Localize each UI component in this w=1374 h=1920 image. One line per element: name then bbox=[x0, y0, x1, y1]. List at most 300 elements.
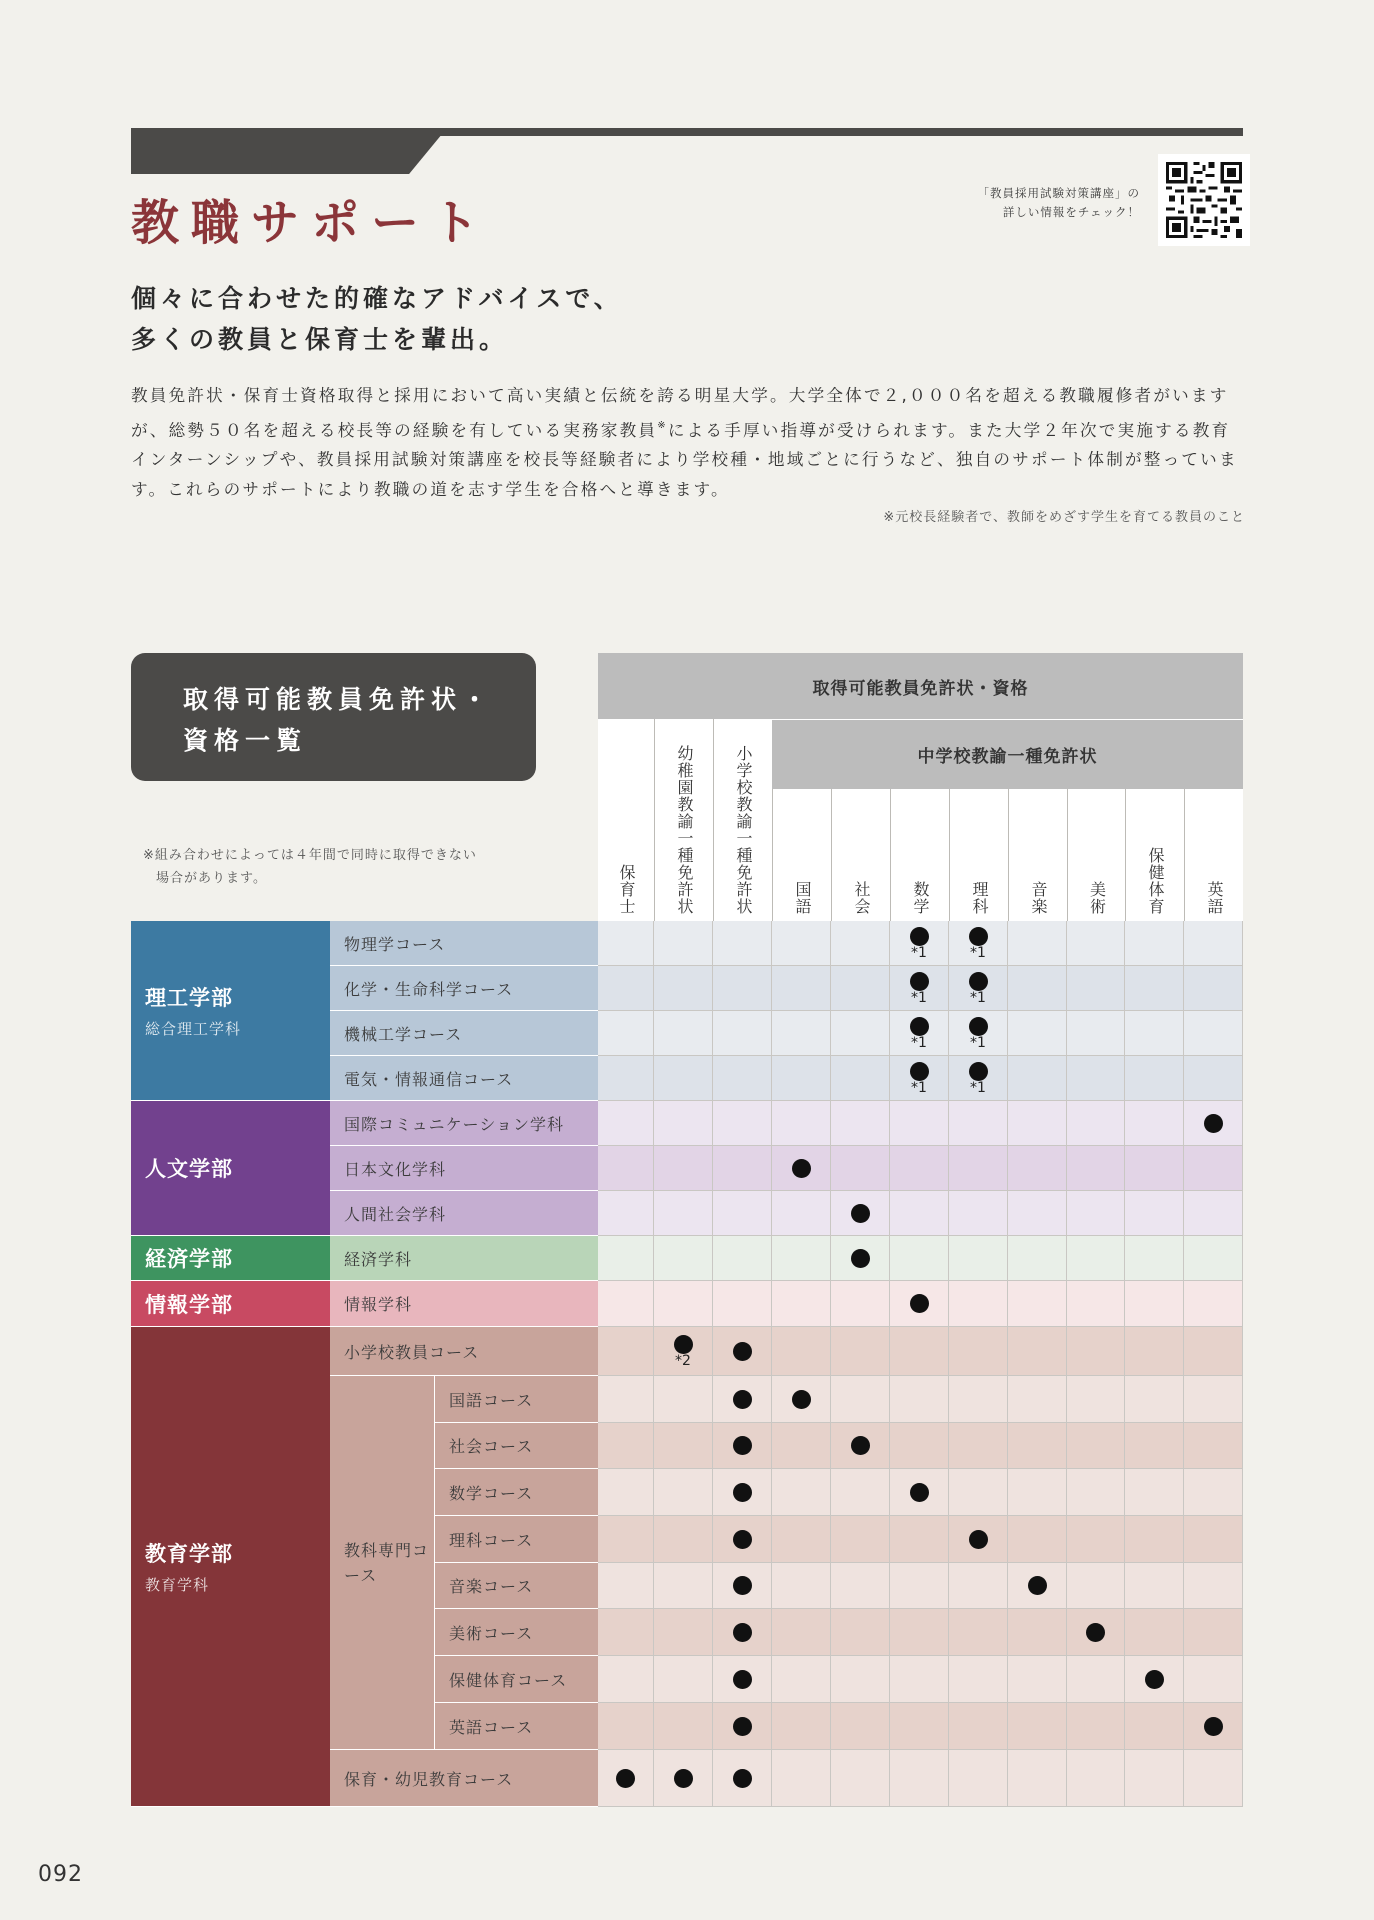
table-cell bbox=[1067, 1327, 1125, 1376]
table-cell bbox=[713, 1191, 772, 1236]
table-cell bbox=[654, 1469, 713, 1516]
table-cell bbox=[949, 1101, 1008, 1146]
course-cell: 経済学科 bbox=[330, 1236, 598, 1281]
department-cell bbox=[131, 921, 330, 1101]
check-dot-icon bbox=[674, 1769, 693, 1788]
table-cell bbox=[772, 1376, 831, 1423]
course-cell: 国語コース bbox=[435, 1376, 598, 1423]
column-header bbox=[598, 719, 654, 921]
table-cell bbox=[1184, 966, 1243, 1011]
table-cell bbox=[713, 1011, 772, 1056]
table-cell bbox=[831, 1656, 890, 1703]
table-cell bbox=[1008, 1011, 1067, 1056]
check-dot-icon bbox=[910, 972, 929, 991]
check-dot-icon bbox=[733, 1623, 752, 1642]
table-cell bbox=[772, 1469, 831, 1516]
table-cell bbox=[713, 921, 772, 966]
table-cell bbox=[713, 1563, 772, 1609]
column-header-label: 英語 bbox=[1205, 881, 1224, 915]
column-header-label: 音楽 bbox=[1029, 881, 1048, 915]
table-cell bbox=[598, 1011, 654, 1056]
subgroup-label: 教科専門コース bbox=[330, 1376, 435, 1750]
check-dot-icon bbox=[1204, 1114, 1223, 1133]
table-cell bbox=[890, 1609, 949, 1656]
mark-note: *1 bbox=[911, 1079, 927, 1096]
table-cell bbox=[890, 1281, 949, 1327]
combination-note bbox=[143, 844, 477, 890]
table-cell bbox=[772, 1656, 831, 1703]
check-dot-icon bbox=[1204, 1717, 1223, 1736]
table-cell bbox=[1067, 1563, 1125, 1609]
course-cell: 電気・情報通信コース bbox=[330, 1056, 598, 1101]
check-dot-icon bbox=[851, 1204, 870, 1223]
check-dot-icon bbox=[733, 1717, 752, 1736]
table-cell bbox=[1184, 1656, 1243, 1703]
table-cell bbox=[772, 1516, 831, 1563]
department-cell bbox=[131, 1281, 330, 1327]
table-cell bbox=[1008, 1703, 1067, 1750]
check-dot-icon bbox=[674, 1335, 693, 1354]
table-cell bbox=[1184, 1423, 1243, 1469]
table-cell bbox=[598, 1516, 654, 1563]
lead-text bbox=[131, 278, 623, 360]
table-cell bbox=[772, 1011, 831, 1056]
table-cell bbox=[1008, 1750, 1067, 1807]
check-dot-icon bbox=[1028, 1576, 1047, 1595]
list-title-line2: 資格一覧 bbox=[183, 726, 308, 755]
table-cell bbox=[1008, 921, 1067, 966]
list-title-box bbox=[131, 653, 536, 781]
combination-note-line1: ※組み合わせによっては４年間で同時に取得できない bbox=[143, 848, 477, 863]
table-cell bbox=[890, 1703, 949, 1750]
table-cell bbox=[654, 1516, 713, 1563]
mark-note: *1 bbox=[970, 944, 986, 961]
check-dot-icon bbox=[969, 1062, 988, 1081]
table-cell bbox=[598, 1469, 654, 1516]
table-cell bbox=[772, 1563, 831, 1609]
check-dot-icon bbox=[733, 1530, 752, 1549]
course-cell: 音楽コース bbox=[435, 1563, 598, 1609]
table-cell bbox=[890, 1423, 949, 1469]
body-text-b: による手厚い指導が受けられます。また大学２年次で実施する教育インターンシップや、教員採用試験対策講座を校長等経験者により学校種・地域ごとに行うなど、独自のサポート体制が整っています。これらのサポートにより教職の道を志す学生を合格へと導きます。 bbox=[131, 420, 1238, 499]
table-cell bbox=[1125, 1656, 1184, 1703]
column-header-label: 数学 bbox=[911, 881, 930, 915]
table-cell bbox=[1008, 1327, 1067, 1376]
table-cell bbox=[598, 1609, 654, 1656]
table-cell bbox=[654, 1101, 713, 1146]
table-cell bbox=[772, 1146, 831, 1191]
table-cell bbox=[713, 1236, 772, 1281]
table-cell bbox=[1125, 1469, 1184, 1516]
table-cell bbox=[1008, 1191, 1067, 1236]
table-cell bbox=[890, 1469, 949, 1516]
table-cell bbox=[1184, 1327, 1243, 1376]
table-cell bbox=[949, 1750, 1008, 1807]
table-cell bbox=[1008, 1609, 1067, 1656]
check-dot-icon bbox=[851, 1249, 870, 1268]
qr-code-icon[interactable] bbox=[1158, 154, 1250, 246]
table-cell bbox=[772, 1191, 831, 1236]
check-dot-icon bbox=[969, 972, 988, 991]
check-dot-icon bbox=[733, 1670, 752, 1689]
table-cell bbox=[598, 1703, 654, 1750]
table-cell bbox=[1125, 1563, 1184, 1609]
table-cell bbox=[713, 1376, 772, 1423]
table-cell bbox=[1184, 1469, 1243, 1516]
table-cell bbox=[654, 1703, 713, 1750]
table-cell bbox=[654, 1281, 713, 1327]
table-cell bbox=[772, 921, 831, 966]
mark-note: *1 bbox=[911, 1034, 927, 1051]
table-cell bbox=[713, 1327, 772, 1376]
column-header bbox=[1184, 789, 1243, 921]
table-cell bbox=[654, 921, 713, 966]
table-cell bbox=[713, 1281, 772, 1327]
table-cell bbox=[831, 1703, 890, 1750]
table-cell bbox=[1125, 1146, 1184, 1191]
table-cell bbox=[1067, 1423, 1125, 1469]
table-cell bbox=[772, 1703, 831, 1750]
table-cell bbox=[772, 1423, 831, 1469]
table-cell bbox=[949, 1609, 1008, 1656]
table-cell bbox=[949, 1281, 1008, 1327]
table-cell bbox=[713, 1056, 772, 1101]
table-cell bbox=[598, 1191, 654, 1236]
table-cell bbox=[654, 1236, 713, 1281]
table-cell bbox=[1067, 966, 1125, 1011]
table-cell bbox=[1067, 1191, 1125, 1236]
course-cell: 数学コース bbox=[435, 1469, 598, 1516]
table-cell bbox=[831, 1750, 890, 1807]
table-cell bbox=[831, 1563, 890, 1609]
table-cell bbox=[1008, 1056, 1067, 1101]
table-cell bbox=[1067, 1750, 1125, 1807]
table-cell bbox=[772, 1281, 831, 1327]
table-cell bbox=[772, 1236, 831, 1281]
table-cell bbox=[772, 1609, 831, 1656]
table-cell bbox=[1184, 1703, 1243, 1750]
table-cell bbox=[1125, 1423, 1184, 1469]
table-header-main: 取得可能教員免許状・資格 bbox=[598, 653, 1243, 719]
check-dot-icon bbox=[910, 927, 929, 946]
department-subtitle: 教育学科 bbox=[145, 1576, 210, 1594]
column-header bbox=[890, 789, 949, 921]
table-cell bbox=[1184, 1146, 1243, 1191]
table-cell bbox=[1125, 966, 1184, 1011]
mark-note: *1 bbox=[911, 989, 927, 1006]
check-dot-icon bbox=[733, 1769, 752, 1788]
column-header bbox=[949, 789, 1008, 921]
table-cell bbox=[654, 1146, 713, 1191]
header-tab bbox=[131, 128, 447, 174]
table-cell bbox=[654, 1656, 713, 1703]
table-cell bbox=[890, 1011, 949, 1056]
table-cell bbox=[890, 1563, 949, 1609]
table-cell bbox=[772, 1750, 831, 1807]
table-cell bbox=[1125, 1376, 1184, 1423]
table-cell bbox=[949, 1327, 1008, 1376]
table-cell bbox=[1067, 1281, 1125, 1327]
table-cell bbox=[831, 966, 890, 1011]
mark-note: *1 bbox=[911, 944, 927, 961]
table-cell bbox=[772, 1056, 831, 1101]
table-cell bbox=[654, 1327, 713, 1376]
table-cell bbox=[598, 1563, 654, 1609]
check-dot-icon bbox=[733, 1483, 752, 1502]
column-header bbox=[831, 789, 890, 921]
table-cell bbox=[890, 1191, 949, 1236]
check-dot-icon bbox=[733, 1390, 752, 1409]
check-dot-icon bbox=[969, 1017, 988, 1036]
check-dot-icon bbox=[910, 1062, 929, 1081]
course-cell: 物理学コース bbox=[330, 921, 598, 966]
column-header bbox=[1067, 789, 1125, 921]
table-cell bbox=[1008, 1281, 1067, 1327]
table-cell bbox=[831, 1376, 890, 1423]
table-cell bbox=[713, 1469, 772, 1516]
table-cell bbox=[654, 1423, 713, 1469]
table-cell bbox=[598, 1281, 654, 1327]
mark-note: *1 bbox=[970, 989, 986, 1006]
table-cell bbox=[949, 1516, 1008, 1563]
table-cell bbox=[831, 1423, 890, 1469]
table-cell bbox=[1125, 1516, 1184, 1563]
table-cell bbox=[1008, 1656, 1067, 1703]
page-title: 教職サポート bbox=[131, 195, 492, 251]
table-cell bbox=[1125, 1236, 1184, 1281]
check-dot-icon bbox=[969, 927, 988, 946]
check-dot-icon bbox=[969, 1530, 988, 1549]
table-cell bbox=[654, 1191, 713, 1236]
check-dot-icon bbox=[910, 1483, 929, 1502]
table-cell bbox=[949, 1656, 1008, 1703]
column-header bbox=[1008, 789, 1067, 921]
page-number: 092 bbox=[38, 1862, 83, 1887]
table-cell bbox=[1125, 1056, 1184, 1101]
qr-note-line2: 詳しい情報をチェック！ bbox=[1002, 205, 1140, 219]
table-cell bbox=[1125, 1703, 1184, 1750]
table-cell bbox=[1184, 1376, 1243, 1423]
course-cell: 国際コミュニケーション学科 bbox=[330, 1101, 598, 1146]
table-cell bbox=[831, 1146, 890, 1191]
table-cell bbox=[949, 921, 1008, 966]
department-cell bbox=[131, 1101, 330, 1236]
check-dot-icon bbox=[792, 1159, 811, 1178]
table-cell bbox=[598, 1423, 654, 1469]
table-cell bbox=[598, 1750, 654, 1807]
table-cell bbox=[890, 921, 949, 966]
qr-note bbox=[900, 184, 1140, 222]
table-cell bbox=[1184, 1191, 1243, 1236]
table-cell bbox=[890, 1146, 949, 1191]
table-cell bbox=[890, 1750, 949, 1807]
table-cell bbox=[1008, 1469, 1067, 1516]
table-cell bbox=[949, 1423, 1008, 1469]
table-cell bbox=[1067, 1609, 1125, 1656]
course-cell: 化学・生命科学コース bbox=[330, 966, 598, 1011]
table-cell bbox=[713, 966, 772, 1011]
table-cell bbox=[713, 1609, 772, 1656]
table-cell bbox=[949, 1191, 1008, 1236]
course-cell: 人間社会学科 bbox=[330, 1191, 598, 1236]
table-cell bbox=[1067, 1703, 1125, 1750]
table-cell bbox=[654, 1750, 713, 1807]
department-name: 教育学部 bbox=[145, 1542, 233, 1566]
check-dot-icon bbox=[733, 1576, 752, 1595]
list-title-line1: 取得可能教員免許状・ bbox=[183, 685, 494, 714]
course-cell: 情報学科 bbox=[330, 1281, 598, 1327]
table-cell bbox=[1184, 1516, 1243, 1563]
table-cell bbox=[1067, 1056, 1125, 1101]
table-cell bbox=[713, 1656, 772, 1703]
column-header-label: 小学校教諭一種免許状 bbox=[734, 745, 753, 915]
table-cell bbox=[598, 1236, 654, 1281]
course-cell: 保健体育コース bbox=[435, 1656, 598, 1703]
column-header-label: 幼稚園教諭一種免許状 bbox=[675, 745, 694, 915]
table-cell bbox=[1008, 1563, 1067, 1609]
table-cell bbox=[1125, 1101, 1184, 1146]
table-cell bbox=[949, 1376, 1008, 1423]
table-cell bbox=[1125, 1609, 1184, 1656]
table-cell bbox=[1184, 1011, 1243, 1056]
table-header-middle: 中学校教諭一種免許状 bbox=[772, 719, 1243, 789]
course-cell: 理科コース bbox=[435, 1516, 598, 1563]
table-cell bbox=[654, 1376, 713, 1423]
table-cell bbox=[890, 1236, 949, 1281]
table-cell bbox=[598, 966, 654, 1011]
combination-note-line2: 場合があります。 bbox=[156, 871, 267, 886]
column-header-label: 保健体育 bbox=[1146, 847, 1165, 915]
table-cell bbox=[949, 1146, 1008, 1191]
column-header bbox=[654, 719, 713, 921]
table-cell bbox=[890, 1516, 949, 1563]
table-cell bbox=[890, 1656, 949, 1703]
column-header bbox=[772, 789, 831, 921]
table-cell bbox=[713, 1101, 772, 1146]
table-cell bbox=[1067, 1146, 1125, 1191]
body-text-a: 教員免許状・保育士資格取得と採用において高い実績と伝統を誇る明星大学。大学全体で２,０００名を超える教職履修者がいますが、総勢５０名を超える校長等の経験を有している実務家教員 bbox=[131, 386, 1229, 440]
table-cell bbox=[949, 1011, 1008, 1056]
mark-note: *1 bbox=[970, 1079, 986, 1096]
table-cell bbox=[598, 1101, 654, 1146]
mark-note: *1 bbox=[970, 1034, 986, 1051]
table-cell bbox=[598, 1327, 654, 1376]
check-dot-icon bbox=[733, 1436, 752, 1455]
table-cell bbox=[1184, 1609, 1243, 1656]
table-cell bbox=[1008, 966, 1067, 1011]
table-cell bbox=[598, 1056, 654, 1101]
column-header-label: 美術 bbox=[1087, 881, 1107, 915]
table-cell bbox=[831, 1516, 890, 1563]
body-sup: ※ bbox=[657, 419, 668, 431]
footnote: ※元校長経験者で、教師をめざす学生を育てる教員のこと bbox=[883, 510, 1245, 525]
table-cell bbox=[1008, 1236, 1067, 1281]
table-cell bbox=[654, 966, 713, 1011]
table-cell bbox=[1184, 1236, 1243, 1281]
table-cell bbox=[1184, 1101, 1243, 1146]
course-cell: 美術コース bbox=[435, 1609, 598, 1656]
table-cell bbox=[1008, 1423, 1067, 1469]
table-cell bbox=[1067, 1516, 1125, 1563]
table-cell bbox=[598, 1656, 654, 1703]
table-cell bbox=[949, 966, 1008, 1011]
table-cell bbox=[598, 921, 654, 966]
column-header-label: 理科 bbox=[970, 881, 989, 915]
column-header bbox=[713, 719, 772, 921]
column-header-label: 保育士 bbox=[617, 864, 636, 915]
table-cell bbox=[772, 1327, 831, 1376]
qr-note-line1: 「教員採用試験対策講座」の bbox=[977, 186, 1140, 200]
department-cell bbox=[131, 1236, 330, 1281]
mark-note: *2 bbox=[675, 1352, 691, 1369]
table-cell bbox=[1125, 1191, 1184, 1236]
table-cell bbox=[949, 1469, 1008, 1516]
table-cell bbox=[1008, 1516, 1067, 1563]
table-cell bbox=[654, 1609, 713, 1656]
table-cell bbox=[1067, 1469, 1125, 1516]
table-cell bbox=[831, 1609, 890, 1656]
table-cell bbox=[1184, 1750, 1243, 1807]
table-cell bbox=[831, 1101, 890, 1146]
department-name: 情報学部 bbox=[145, 1292, 233, 1317]
table-cell bbox=[1125, 1011, 1184, 1056]
department-name: 人文学部 bbox=[145, 1157, 233, 1181]
table-cell bbox=[831, 1011, 890, 1056]
table-cell bbox=[1125, 1750, 1184, 1807]
table-cell bbox=[1008, 1146, 1067, 1191]
table-cell bbox=[713, 1146, 772, 1191]
lead-line2: 多くの教員と保育士を輩出。 bbox=[131, 325, 509, 354]
table-cell bbox=[1184, 1056, 1243, 1101]
table-cell bbox=[831, 1236, 890, 1281]
department-name: 理工学部 bbox=[145, 986, 233, 1010]
table-cell bbox=[831, 1469, 890, 1516]
check-dot-icon bbox=[1086, 1623, 1105, 1642]
table-cell bbox=[890, 1376, 949, 1423]
table-cell bbox=[1067, 1236, 1125, 1281]
table-cell bbox=[1067, 921, 1125, 966]
check-dot-icon bbox=[616, 1769, 635, 1788]
body-paragraph bbox=[131, 381, 1245, 504]
table-cell bbox=[949, 1236, 1008, 1281]
table-cell bbox=[1067, 1376, 1125, 1423]
table-cell bbox=[1125, 1281, 1184, 1327]
department-name: 経済学部 bbox=[145, 1247, 233, 1271]
table-cell bbox=[598, 1146, 654, 1191]
course-cell: 日本文化学科 bbox=[330, 1146, 598, 1191]
table-cell bbox=[831, 1056, 890, 1101]
table-cell bbox=[772, 966, 831, 1011]
check-dot-icon bbox=[1145, 1670, 1164, 1689]
table-cell bbox=[598, 1376, 654, 1423]
table-cell bbox=[890, 966, 949, 1011]
column-header-label: 国語 bbox=[793, 881, 812, 915]
check-dot-icon bbox=[910, 1017, 929, 1036]
check-dot-icon bbox=[910, 1294, 929, 1313]
table-cell bbox=[713, 1516, 772, 1563]
table-cell bbox=[1125, 921, 1184, 966]
course-cell: 社会コース bbox=[435, 1423, 598, 1469]
column-header-label: 社会 bbox=[852, 881, 871, 915]
table-cell bbox=[1184, 1563, 1243, 1609]
table-cell bbox=[890, 1056, 949, 1101]
department-cell bbox=[131, 1327, 330, 1807]
table-cell bbox=[949, 1703, 1008, 1750]
table-cell bbox=[1184, 1281, 1243, 1327]
table-cell bbox=[654, 1056, 713, 1101]
table-cell bbox=[890, 1327, 949, 1376]
table-cell bbox=[1067, 1101, 1125, 1146]
